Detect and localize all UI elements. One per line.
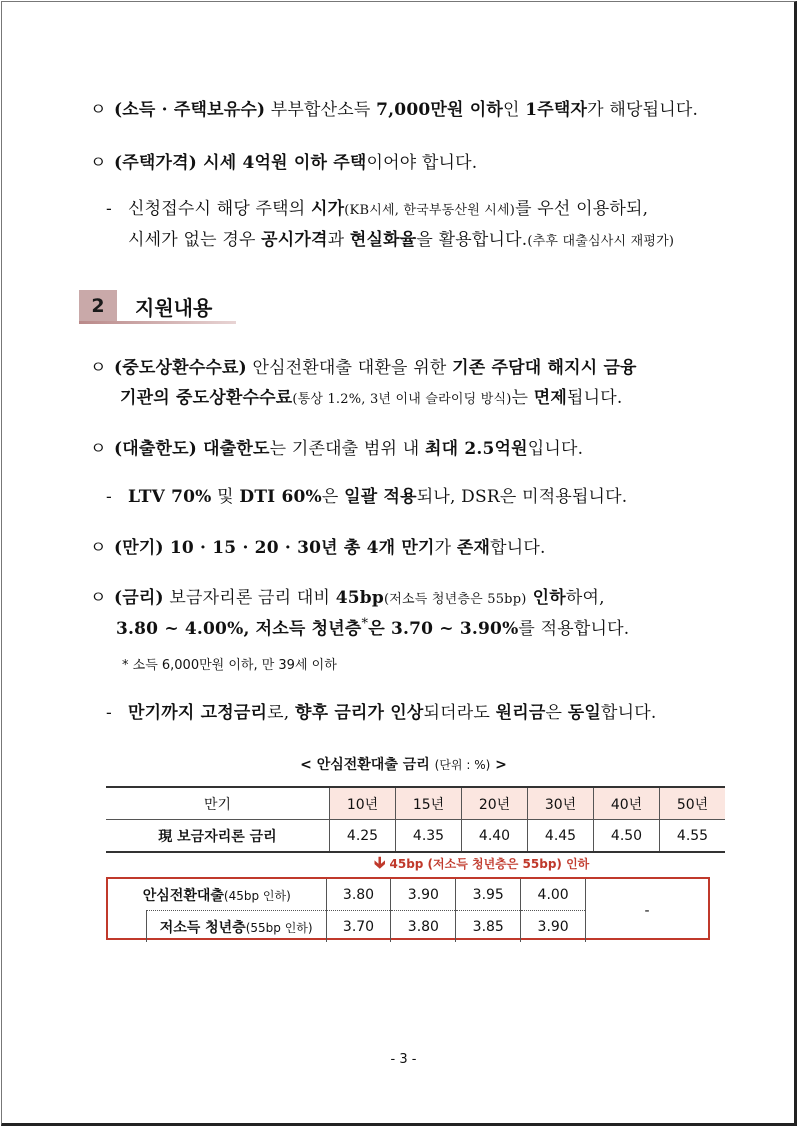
rate-cell: 4.50 bbox=[594, 820, 660, 853]
circle-bullet: ㅇ bbox=[90, 439, 107, 459]
bold-text: DTI 60% bbox=[239, 487, 322, 507]
rate-cell: 3.85 bbox=[456, 911, 521, 943]
bold-text: 10 · 15 · 20 · 30년 총 4개 만기 bbox=[163, 538, 435, 558]
item-label: (만기) bbox=[114, 538, 164, 558]
bold-text: 은 3.70 ~ 3.90% bbox=[368, 619, 519, 639]
section-header bbox=[79, 289, 236, 323]
text: 시세가 없는 경우 bbox=[128, 230, 262, 250]
text: 는 기존대출 범위 내 bbox=[269, 439, 425, 459]
footnote-mark: * bbox=[361, 616, 369, 632]
item-limit bbox=[90, 434, 583, 459]
row-label-ansim bbox=[108, 879, 326, 911]
item-label: (소득 · 주택보유수) bbox=[114, 100, 266, 120]
rate-cell: 3.90 bbox=[391, 879, 456, 911]
bold-text: 만기까지 고정금리 bbox=[128, 703, 268, 723]
row-label-youth bbox=[146, 911, 326, 943]
text: 가 bbox=[434, 538, 457, 558]
item-fee bbox=[90, 353, 637, 378]
circle-bullet: ㅇ bbox=[90, 358, 107, 378]
row-label-text: 안심전환대출 bbox=[142, 887, 224, 904]
text: 부부합산소득 bbox=[265, 100, 377, 120]
text: 되나, DSR은 미적용됩니다. bbox=[416, 487, 628, 507]
rate-cell: 4.35 bbox=[396, 820, 462, 853]
text: 입니다. bbox=[527, 439, 584, 459]
item-rate-detail bbox=[106, 698, 656, 723]
bold-text: 인하 bbox=[526, 588, 566, 608]
text: 은 bbox=[545, 703, 568, 723]
section-title: 지원내용 bbox=[135, 295, 213, 320]
item-label: (주택가격) bbox=[114, 153, 197, 173]
ansim-table bbox=[108, 879, 708, 942]
rate-cell: 3.80 bbox=[391, 911, 456, 943]
text: 합니다. bbox=[490, 538, 546, 558]
footnote: * 소득 6,000만원 이하, 만 39세 이하 bbox=[122, 658, 337, 673]
bold-text: 최대 2.5억원 bbox=[425, 439, 528, 459]
section-number: 2 bbox=[79, 290, 117, 322]
rate-cell: 4.45 bbox=[528, 820, 594, 853]
small-text: (KB시세, 한국부동산원 시세) bbox=[344, 203, 516, 218]
rate-cell: 3.95 bbox=[456, 879, 521, 911]
bold-text: 1주택자 bbox=[525, 100, 588, 120]
table-header-row bbox=[106, 787, 725, 820]
rate-cell: 3.80 bbox=[326, 879, 391, 911]
bold-text: 기관의 중도상환수수료 bbox=[120, 388, 293, 408]
text: 및 bbox=[211, 487, 240, 507]
text: 이어야 합니다. bbox=[366, 153, 478, 173]
row-label-text: 저소득 청년층 bbox=[159, 919, 246, 936]
row-label-sub: (45bp 인하) bbox=[223, 888, 291, 903]
dash-bullet: - bbox=[106, 703, 112, 723]
circle-bullet: ㅇ bbox=[90, 588, 107, 608]
circle-bullet: ㅇ bbox=[90, 153, 107, 173]
rate-table-ansim bbox=[106, 877, 710, 940]
bold-text: 면제 bbox=[533, 388, 568, 408]
circle-bullet: ㅇ bbox=[90, 538, 107, 558]
dash-bullet: - bbox=[106, 487, 112, 507]
bold-text: 시가 bbox=[311, 199, 345, 219]
bold-text: 향후 금리가 인상 bbox=[294, 703, 424, 723]
header-term: 30년 bbox=[528, 787, 594, 820]
not-applicable-cell: - bbox=[644, 902, 650, 919]
bold-text: 일괄 적용 bbox=[344, 487, 417, 507]
header-maturity: 만기 bbox=[106, 787, 330, 820]
text: 인 bbox=[503, 100, 526, 120]
item-rate-cont bbox=[116, 614, 629, 639]
table-title bbox=[2, 754, 803, 774]
text: 가 해당됩니다. bbox=[587, 100, 699, 120]
text: 을 활용합니다. bbox=[416, 230, 528, 250]
header-term: 10년 bbox=[330, 787, 396, 820]
text: 를 적용합니다. bbox=[518, 619, 630, 639]
document-page bbox=[1, 1, 797, 1126]
table-title-text: < 안심전환대출 금리 bbox=[300, 757, 430, 773]
item-limit-detail bbox=[106, 482, 627, 507]
indent-cell bbox=[108, 911, 146, 943]
row-label-sub: (55bp 인하) bbox=[245, 920, 313, 935]
text: 를 우선 이용하되, bbox=[515, 199, 649, 219]
dash-bullet: - bbox=[106, 199, 112, 219]
table-row bbox=[108, 879, 708, 911]
item-price-detail bbox=[106, 194, 648, 219]
text: 되더라도 bbox=[423, 703, 496, 723]
item-income bbox=[90, 95, 698, 120]
rate-table-bogeum bbox=[106, 786, 725, 853]
small-text: (통상 1.2%, 3년 이내 슬라이딩 방식) bbox=[292, 392, 512, 407]
rate-cut-note bbox=[374, 852, 589, 879]
text: 안심전환대출 대환을 위한 bbox=[246, 358, 453, 378]
bold-text: 3.80 ~ 4.00%, 저소득 청년층 bbox=[116, 619, 362, 639]
bold-text: 원리금 bbox=[495, 703, 546, 723]
text: 과 bbox=[327, 230, 350, 250]
item-label: (금리) bbox=[114, 588, 164, 608]
rate-cell: 4.00 bbox=[521, 879, 586, 911]
rate-cell: 4.40 bbox=[462, 820, 528, 853]
bold-text: 기존 주담대 해지시 금융 bbox=[452, 358, 637, 378]
text: 은 bbox=[321, 487, 345, 507]
text: 로, bbox=[267, 703, 295, 723]
rate-cut-text: 45bp (저소득 청년층은 55bp) 인하 bbox=[389, 857, 590, 871]
bold-text: 존재 bbox=[456, 538, 491, 558]
rate-cell: 4.25 bbox=[330, 820, 396, 853]
bold-text: 45bp bbox=[335, 588, 384, 608]
table-row bbox=[106, 820, 725, 853]
header-term: 40년 bbox=[594, 787, 660, 820]
bold-text: 공시가격 bbox=[261, 230, 328, 250]
bold-text: 동일 bbox=[567, 703, 601, 723]
item-label: (대출한도) bbox=[114, 439, 197, 459]
item-price-detail-cont bbox=[128, 225, 674, 250]
rate-cell: 4.55 bbox=[660, 820, 726, 853]
row-label: 現 보금자리론 금리 bbox=[106, 820, 330, 853]
small-text: (추후 대출심사시 재평가) bbox=[527, 234, 675, 249]
item-rate bbox=[90, 583, 605, 608]
rate-cell: 3.90 bbox=[521, 911, 586, 943]
arrow-down-icon: 🡳 bbox=[374, 853, 386, 872]
item-fee-cont bbox=[120, 383, 623, 408]
circle-bullet: ㅇ bbox=[90, 100, 107, 120]
bold-text: LTV 70% bbox=[128, 487, 212, 507]
text: 는 bbox=[511, 388, 534, 408]
text: 됩니다. bbox=[567, 388, 623, 408]
bold-text: 시세 4억원 이하 주택 bbox=[196, 153, 367, 173]
text: 보금자리론 금리 대비 bbox=[163, 588, 336, 608]
item-label: (중도상환수수료) bbox=[114, 358, 247, 378]
bold-text: 대출한도 bbox=[196, 439, 270, 459]
page-number: - 3 - bbox=[390, 1052, 417, 1067]
table-title-end: > bbox=[495, 757, 507, 773]
item-maturity bbox=[90, 533, 546, 558]
text: 신청접수시 해당 주택의 bbox=[128, 199, 312, 219]
item-price bbox=[90, 148, 477, 173]
text: 하여, bbox=[565, 588, 605, 608]
table-unit: (단위 : %) bbox=[434, 758, 491, 772]
bold-text: 현실화율 bbox=[349, 230, 417, 250]
header-term: 50년 bbox=[660, 787, 726, 820]
rate-cell: 3.70 bbox=[326, 911, 391, 943]
section-underline bbox=[79, 321, 236, 324]
small-text: (저소득 청년층은 55bp) bbox=[383, 592, 527, 607]
bold-text: 7,000만원 이하 bbox=[376, 100, 503, 120]
text: 합니다. bbox=[601, 703, 657, 723]
header-term: 20년 bbox=[462, 787, 528, 820]
header-term: 15년 bbox=[396, 787, 462, 820]
